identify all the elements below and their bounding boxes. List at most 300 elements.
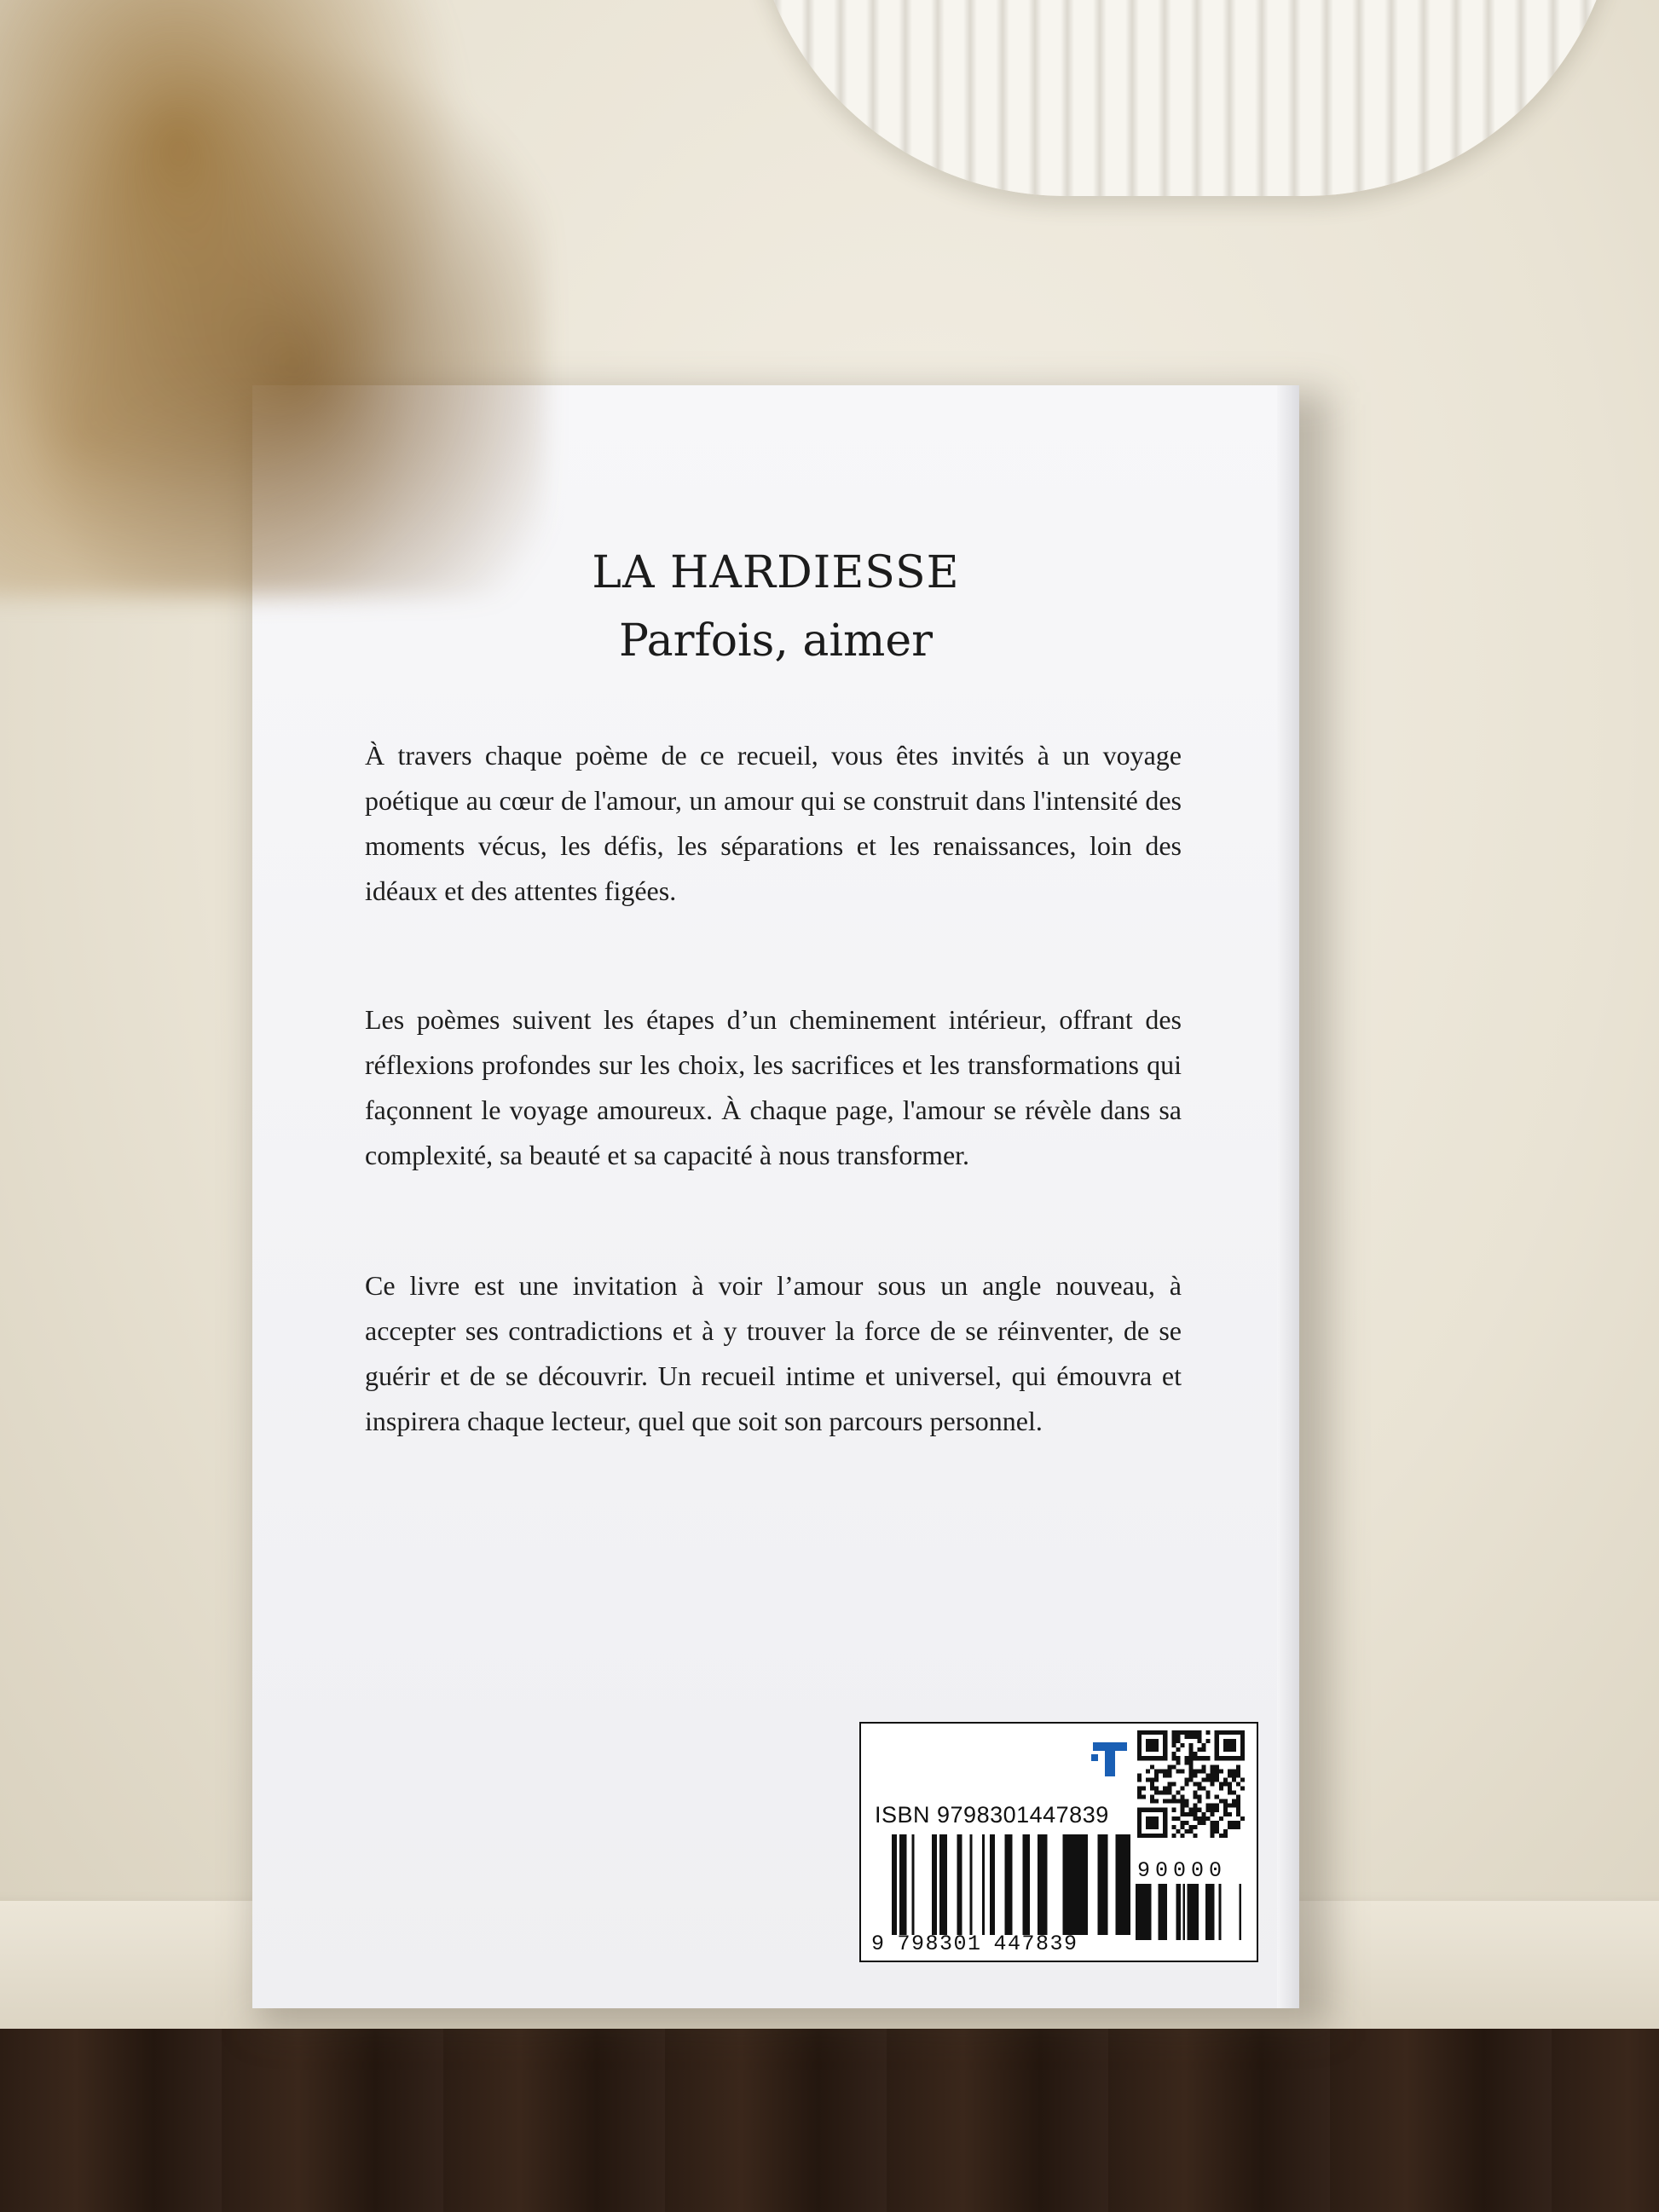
- qr-cell: [1202, 1777, 1206, 1782]
- qr-cell: [1236, 1730, 1240, 1735]
- qr-cell: [1180, 1834, 1184, 1838]
- qr-cell: [1171, 1756, 1176, 1760]
- qr-cell: [1154, 1739, 1159, 1743]
- qr-cell: [1198, 1821, 1202, 1825]
- qr-cell: [1206, 1808, 1211, 1812]
- qr-cell: [1150, 1739, 1154, 1743]
- qr-cell: [1219, 1787, 1223, 1791]
- qr-cell: [1184, 1730, 1188, 1735]
- qr-cell: [1184, 1812, 1188, 1816]
- qr-cell: [1142, 1756, 1146, 1760]
- qr-cell: [1150, 1756, 1154, 1760]
- qr-cell: [1171, 1799, 1176, 1804]
- qr-cell: [1176, 1769, 1180, 1773]
- qr-cell: [1171, 1834, 1176, 1838]
- qr-cell: [1167, 1782, 1171, 1786]
- blurb-paragraph-2: Les poèmes suivent les étapes d’un cheminement intérieur, offrant des réflexions profondes sur les choix, les sacrifices et les transformations qui façonnent le voyage amoureux. À chaque page, l'amour se révèle dans sa complexité, sa beauté et sa capacité à nous transformer.: [365, 1004, 1182, 1170]
- blurred-dried-plant: [0, 0, 546, 597]
- qr-cell: [1228, 1747, 1232, 1752]
- qr-cell: [1154, 1791, 1159, 1795]
- qr-cell: [1137, 1743, 1142, 1747]
- book-title: LA HARDIESSE: [592, 547, 960, 598]
- publisher-logo-icon: [1086, 1734, 1134, 1782]
- qr-cell: [1228, 1787, 1232, 1791]
- qr-cell: [1194, 1825, 1198, 1829]
- qr-cell: [1228, 1769, 1232, 1773]
- barcode-bar: [1136, 1884, 1142, 1940]
- qr-cell: [1180, 1795, 1184, 1799]
- qr-cell: [1146, 1834, 1150, 1838]
- barcode-bar: [1022, 1834, 1030, 1935]
- qr-cell: [1188, 1756, 1193, 1760]
- barcode-bar: [899, 1834, 905, 1935]
- qr-cell: [1232, 1821, 1236, 1825]
- qr-cell: [1159, 1769, 1163, 1773]
- qr-cell: [1150, 1730, 1154, 1735]
- qr-cell: [1206, 1739, 1211, 1743]
- qr-cell: [1198, 1735, 1202, 1739]
- qr-cell: [1154, 1777, 1159, 1782]
- qr-cell: [1137, 1834, 1142, 1838]
- qr-cell: [1150, 1795, 1154, 1799]
- qr-cell: [1198, 1782, 1202, 1786]
- qr-cell: [1236, 1782, 1240, 1786]
- qr-cell: [1215, 1730, 1219, 1735]
- qr-cell: [1228, 1730, 1232, 1735]
- barcode-bar: [932, 1834, 937, 1935]
- qr-cell: [1232, 1739, 1236, 1743]
- qr-cell: [1228, 1791, 1232, 1795]
- qr-cell: [1240, 1787, 1245, 1791]
- qr-cell: [1146, 1743, 1150, 1747]
- qr-cell: [1194, 1804, 1198, 1808]
- qr-cell: [1171, 1735, 1176, 1739]
- qr-cell: [1167, 1773, 1171, 1777]
- qr-cell: [1142, 1795, 1146, 1799]
- qr-cell: [1194, 1773, 1198, 1777]
- barcode-bar: [1098, 1834, 1106, 1935]
- qr-cell: [1180, 1804, 1184, 1808]
- qr-cell: [1163, 1756, 1167, 1760]
- qr-cell: [1142, 1730, 1146, 1735]
- qr-cell: [1219, 1816, 1223, 1821]
- qr-cell: [1188, 1730, 1193, 1735]
- barcode-bar: [1239, 1884, 1241, 1940]
- qr-cell: [1188, 1777, 1193, 1782]
- qr-cell: [1198, 1799, 1202, 1804]
- qr-cell: [1188, 1760, 1193, 1764]
- qr-cell: [1211, 1764, 1215, 1769]
- qr-cell: [1211, 1773, 1215, 1777]
- qr-cell: [1198, 1730, 1202, 1735]
- qr-cell: [1211, 1829, 1215, 1834]
- qr-cell: [1163, 1769, 1167, 1773]
- qr-cell: [1159, 1791, 1163, 1795]
- qr-cell: [1228, 1821, 1232, 1825]
- qr-cell: [1219, 1782, 1223, 1786]
- qr-cell: [1194, 1735, 1198, 1739]
- qr-cell: [1228, 1756, 1232, 1760]
- qr-cell: [1137, 1795, 1142, 1799]
- qr-cell: [1176, 1739, 1180, 1743]
- qr-cell: [1163, 1829, 1167, 1834]
- qr-cell: [1150, 1816, 1154, 1821]
- qr-cell: [1236, 1773, 1240, 1777]
- qr-cell: [1176, 1756, 1180, 1760]
- qr-cell: [1215, 1773, 1219, 1777]
- qr-cell: [1223, 1730, 1228, 1735]
- barcode-bar: [1149, 1884, 1152, 1940]
- qr-cell: [1219, 1769, 1223, 1773]
- qr-cell: [1194, 1730, 1198, 1735]
- qr-cell: [1137, 1773, 1142, 1777]
- qr-cell: [1159, 1756, 1163, 1760]
- qr-cell: [1240, 1730, 1245, 1735]
- barcode-bar: [1219, 1884, 1222, 1940]
- qr-cell: [1137, 1730, 1142, 1735]
- qr-cell: [1236, 1821, 1240, 1825]
- qr-cell: [1146, 1747, 1150, 1752]
- qr-cell: [1163, 1752, 1167, 1756]
- blurb-paragraph-1: À travers chaque poème de ce recueil, vous êtes invités à un voyage poétique au cœur de l'amour, un amour qui se construit dans l'intensité des moments vécus, les défis, les séparations et les renaissances, loin des idéaux et des attentes figées.: [365, 740, 1182, 906]
- qr-cell: [1154, 1821, 1159, 1825]
- qr-cell: [1180, 1730, 1184, 1735]
- qr-cell: [1194, 1812, 1198, 1816]
- qr-cell: [1176, 1760, 1180, 1764]
- qr-cell: [1223, 1756, 1228, 1760]
- qr-cell: [1223, 1804, 1228, 1808]
- qr-cell: [1154, 1787, 1159, 1791]
- qr-cell: [1142, 1808, 1146, 1812]
- qr-cell: [1176, 1747, 1180, 1752]
- barcode-bar: [969, 1834, 972, 1935]
- qr-code-icon: [1137, 1730, 1245, 1838]
- qr-cell: [1215, 1747, 1219, 1752]
- qr-cell: [1150, 1777, 1154, 1782]
- barcode-bar: [1210, 1884, 1214, 1940]
- qr-cell: [1211, 1782, 1215, 1786]
- qr-cell: [1146, 1825, 1150, 1829]
- barcode-bar: [1005, 1834, 1013, 1935]
- barcode-bar: [1194, 1884, 1199, 1940]
- barcode-bar: [1106, 1834, 1108, 1935]
- qr-cell: [1198, 1816, 1202, 1821]
- blurb-paragraph-3: Ce livre est une invitation à voir l’amour sous un angle nouveau, à accepter ses contradictions et à y trouver la force de se réinventer, de se guérir et de se découvrir. Un recueil intime et universel, qui émouvra et inspirera chaque lecteur, quel que soit son parcours personnel.: [365, 1270, 1182, 1436]
- qr-cell: [1194, 1782, 1198, 1786]
- qr-cell: [1137, 1756, 1142, 1760]
- qr-cell: [1184, 1799, 1188, 1804]
- qr-cell: [1223, 1808, 1228, 1812]
- qr-cell: [1188, 1773, 1193, 1777]
- qr-cell: [1188, 1735, 1193, 1739]
- qr-cell: [1219, 1799, 1223, 1804]
- book-back-cover: [252, 385, 1299, 2008]
- qr-cell: [1198, 1739, 1202, 1743]
- isbn-label: ISBN 9798301447839: [875, 1802, 1109, 1828]
- qr-cell: [1202, 1812, 1206, 1816]
- qr-cell: [1206, 1816, 1211, 1821]
- qr-cell: [1236, 1795, 1240, 1799]
- qr-cell: [1137, 1735, 1142, 1739]
- qr-cell: [1154, 1769, 1159, 1773]
- barcode-bar: [912, 1834, 915, 1935]
- qr-cell: [1215, 1735, 1219, 1739]
- qr-cell: [1184, 1756, 1188, 1760]
- qr-cell: [1150, 1747, 1154, 1752]
- qr-cell: [1228, 1782, 1232, 1786]
- qr-cell: [1232, 1730, 1236, 1735]
- qr-cell: [1188, 1812, 1193, 1816]
- qr-cell: [1223, 1829, 1228, 1834]
- price-barcode-bars: [1136, 1884, 1241, 1940]
- qr-cell: [1154, 1808, 1159, 1812]
- qr-cell: [1240, 1735, 1245, 1739]
- qr-cell: [1236, 1812, 1240, 1816]
- qr-cell: [1163, 1743, 1167, 1747]
- qr-cell: [1180, 1821, 1184, 1825]
- qr-cell: [1188, 1808, 1193, 1812]
- qr-cell: [1180, 1808, 1184, 1812]
- qr-cell: [1142, 1787, 1146, 1791]
- barcode-bar: [1165, 1884, 1167, 1940]
- qr-cell: [1142, 1834, 1146, 1838]
- qr-cell: [1146, 1739, 1150, 1743]
- qr-cell: [1167, 1791, 1171, 1795]
- qr-cell: [1206, 1795, 1211, 1799]
- qr-cell: [1215, 1764, 1219, 1769]
- qr-cell: [1137, 1812, 1142, 1816]
- qr-cell: [1206, 1791, 1211, 1795]
- isbn-barcode-box: [859, 1722, 1258, 1962]
- qr-cell: [1215, 1777, 1219, 1782]
- qr-cell: [1198, 1756, 1202, 1760]
- qr-cell: [1137, 1791, 1142, 1795]
- qr-cell: [1163, 1825, 1167, 1829]
- qr-cell: [1194, 1834, 1198, 1838]
- qr-cell: [1154, 1730, 1159, 1735]
- book-subtitle: Parfois, aimer: [618, 615, 933, 667]
- qr-cell: [1176, 1735, 1180, 1739]
- qr-cell: [1146, 1777, 1150, 1782]
- qr-cell: [1171, 1782, 1176, 1786]
- qr-cell: [1163, 1773, 1167, 1777]
- barcode-bar: [982, 1834, 985, 1935]
- qr-cell: [1202, 1747, 1206, 1752]
- qr-cell: [1180, 1812, 1184, 1816]
- qr-cell: [1202, 1787, 1206, 1791]
- qr-cell: [1202, 1769, 1206, 1773]
- qr-cell: [1137, 1829, 1142, 1834]
- qr-cell: [1146, 1816, 1150, 1821]
- wooden-floor: [0, 2029, 1659, 2212]
- qr-cell: [1215, 1752, 1219, 1756]
- qr-cell: [1194, 1756, 1198, 1760]
- qr-cell: [1211, 1812, 1215, 1816]
- qr-cell: [1228, 1743, 1232, 1747]
- qr-cell: [1215, 1795, 1219, 1799]
- qr-cell: [1146, 1730, 1150, 1735]
- qr-cell: [1232, 1756, 1236, 1760]
- qr-cell: [1163, 1812, 1167, 1816]
- qr-cell: [1163, 1739, 1167, 1743]
- qr-cell: [1211, 1804, 1215, 1808]
- qr-cell: [1180, 1799, 1184, 1804]
- qr-cell: [1163, 1787, 1167, 1791]
- qr-cell: [1159, 1808, 1163, 1812]
- qr-cell: [1198, 1787, 1202, 1791]
- qr-cell: [1167, 1764, 1171, 1769]
- qr-cell: [1171, 1743, 1176, 1747]
- qr-cell: [1240, 1752, 1245, 1756]
- qr-cell: [1223, 1739, 1228, 1743]
- barcode-bar: [1188, 1884, 1194, 1940]
- qr-cell: [1232, 1743, 1236, 1747]
- qr-cell: [1215, 1808, 1219, 1812]
- qr-cell: [1163, 1730, 1167, 1735]
- qr-cell: [1198, 1769, 1202, 1773]
- qr-cell: [1184, 1821, 1188, 1825]
- qr-cell: [1232, 1825, 1236, 1829]
- barcode-digits-group-a: 798301: [897, 1932, 982, 1956]
- qr-cell: [1215, 1829, 1219, 1834]
- qr-cell: [1167, 1787, 1171, 1791]
- qr-cell: [1184, 1829, 1188, 1834]
- qr-cell: [1163, 1808, 1167, 1812]
- qr-cell: [1146, 1756, 1150, 1760]
- barcode-digit-first: 9: [871, 1932, 886, 1956]
- qr-cell: [1176, 1791, 1180, 1795]
- qr-cell: [1206, 1777, 1211, 1782]
- qr-cell: [1211, 1777, 1215, 1782]
- qr-cell: [1146, 1769, 1150, 1773]
- qr-cell: [1219, 1756, 1223, 1760]
- qr-cell: [1146, 1821, 1150, 1825]
- qr-cell: [1223, 1782, 1228, 1786]
- qr-cell: [1215, 1804, 1219, 1808]
- qr-cell: [1137, 1825, 1142, 1829]
- qr-cell: [1215, 1821, 1219, 1825]
- qr-cell: [1154, 1747, 1159, 1752]
- qr-cell: [1202, 1756, 1206, 1760]
- barcode-bar: [1065, 1834, 1072, 1935]
- qr-cell: [1215, 1769, 1219, 1773]
- qr-cell: [1150, 1787, 1154, 1791]
- qr-cell: [1198, 1808, 1202, 1812]
- qr-cell: [1206, 1804, 1211, 1808]
- qr-cell: [1211, 1808, 1215, 1812]
- qr-cell: [1163, 1747, 1167, 1752]
- qr-cell: [1163, 1735, 1167, 1739]
- qr-cell: [1171, 1795, 1176, 1799]
- qr-cell: [1154, 1756, 1159, 1760]
- qr-cell: [1184, 1777, 1188, 1782]
- qr-cell: [1171, 1816, 1176, 1821]
- qr-cell: [1215, 1756, 1219, 1760]
- qr-cell: [1194, 1791, 1198, 1795]
- qr-cell: [1202, 1743, 1206, 1747]
- qr-cell: [1171, 1825, 1176, 1829]
- qr-cell: [1137, 1777, 1142, 1782]
- qr-cell: [1176, 1799, 1180, 1804]
- barcode-bar: [1115, 1834, 1118, 1935]
- qr-cell: [1188, 1825, 1193, 1829]
- qr-cell: [1223, 1743, 1228, 1747]
- qr-cell: [1206, 1756, 1211, 1760]
- qr-cell: [1150, 1764, 1154, 1769]
- barcode-bar: [992, 1834, 995, 1935]
- qr-cell: [1150, 1834, 1154, 1838]
- qr-cell: [1137, 1816, 1142, 1821]
- price-code: 90000: [1137, 1858, 1228, 1883]
- qr-cell: [1215, 1825, 1219, 1829]
- barcode-bar: [1072, 1834, 1080, 1935]
- qr-cell: [1137, 1752, 1142, 1756]
- qr-cell: [1215, 1743, 1219, 1747]
- qr-cell: [1202, 1764, 1206, 1769]
- qr-cell: [1240, 1743, 1245, 1747]
- qr-cell: [1184, 1760, 1188, 1764]
- qr-cell: [1232, 1777, 1236, 1782]
- qr-cell: [1236, 1799, 1240, 1804]
- barcode-digits-group-b: 447839: [993, 1932, 1078, 1956]
- qr-cell: [1171, 1730, 1176, 1735]
- qr-cell: [1150, 1782, 1154, 1786]
- qr-cell: [1223, 1777, 1228, 1782]
- qr-cell: [1154, 1799, 1159, 1804]
- barcode-bar: [1118, 1834, 1123, 1935]
- qr-cell: [1167, 1799, 1171, 1804]
- qr-cell: [1206, 1730, 1211, 1735]
- qr-cell: [1171, 1752, 1176, 1756]
- qr-cell: [1194, 1795, 1198, 1799]
- qr-cell: [1137, 1808, 1142, 1812]
- qr-cell: [1240, 1777, 1245, 1782]
- barcode-bar: [1128, 1834, 1130, 1935]
- qr-cell: [1198, 1795, 1202, 1799]
- qr-cell: [1219, 1834, 1223, 1838]
- qr-cell: [1228, 1812, 1232, 1816]
- qr-cell: [1159, 1730, 1163, 1735]
- qr-cell: [1206, 1773, 1211, 1777]
- barcode-bar: [1080, 1834, 1088, 1935]
- qr-cell: [1228, 1804, 1232, 1808]
- qr-cell: [1232, 1747, 1236, 1752]
- barcode-bar: [1205, 1884, 1210, 1940]
- qr-cell: [1159, 1834, 1163, 1838]
- qr-cell: [1150, 1808, 1154, 1812]
- qr-cell: [1163, 1821, 1167, 1825]
- isbn-barcode-digits: [871, 1932, 1078, 1956]
- qr-cell: [1232, 1799, 1236, 1804]
- barcode-bar: [1142, 1884, 1149, 1940]
- qr-cell: [1223, 1812, 1228, 1816]
- qr-cell: [1202, 1821, 1206, 1825]
- qr-cell: [1194, 1769, 1198, 1773]
- qr-cell: [1236, 1825, 1240, 1829]
- qr-cell: [1150, 1799, 1154, 1804]
- barcode-bar: [1176, 1884, 1180, 1940]
- barcode-bar: [1123, 1834, 1128, 1935]
- qr-cell: [1236, 1804, 1240, 1808]
- qr-cell: [1219, 1730, 1223, 1735]
- qr-cell: [1198, 1747, 1202, 1752]
- qr-cell: [1232, 1773, 1236, 1777]
- qr-cell: [1163, 1834, 1167, 1838]
- qr-cell: [1194, 1816, 1198, 1821]
- qr-cell: [1180, 1787, 1184, 1791]
- qr-cell: [1211, 1825, 1215, 1829]
- barcode-bar: [1182, 1884, 1185, 1940]
